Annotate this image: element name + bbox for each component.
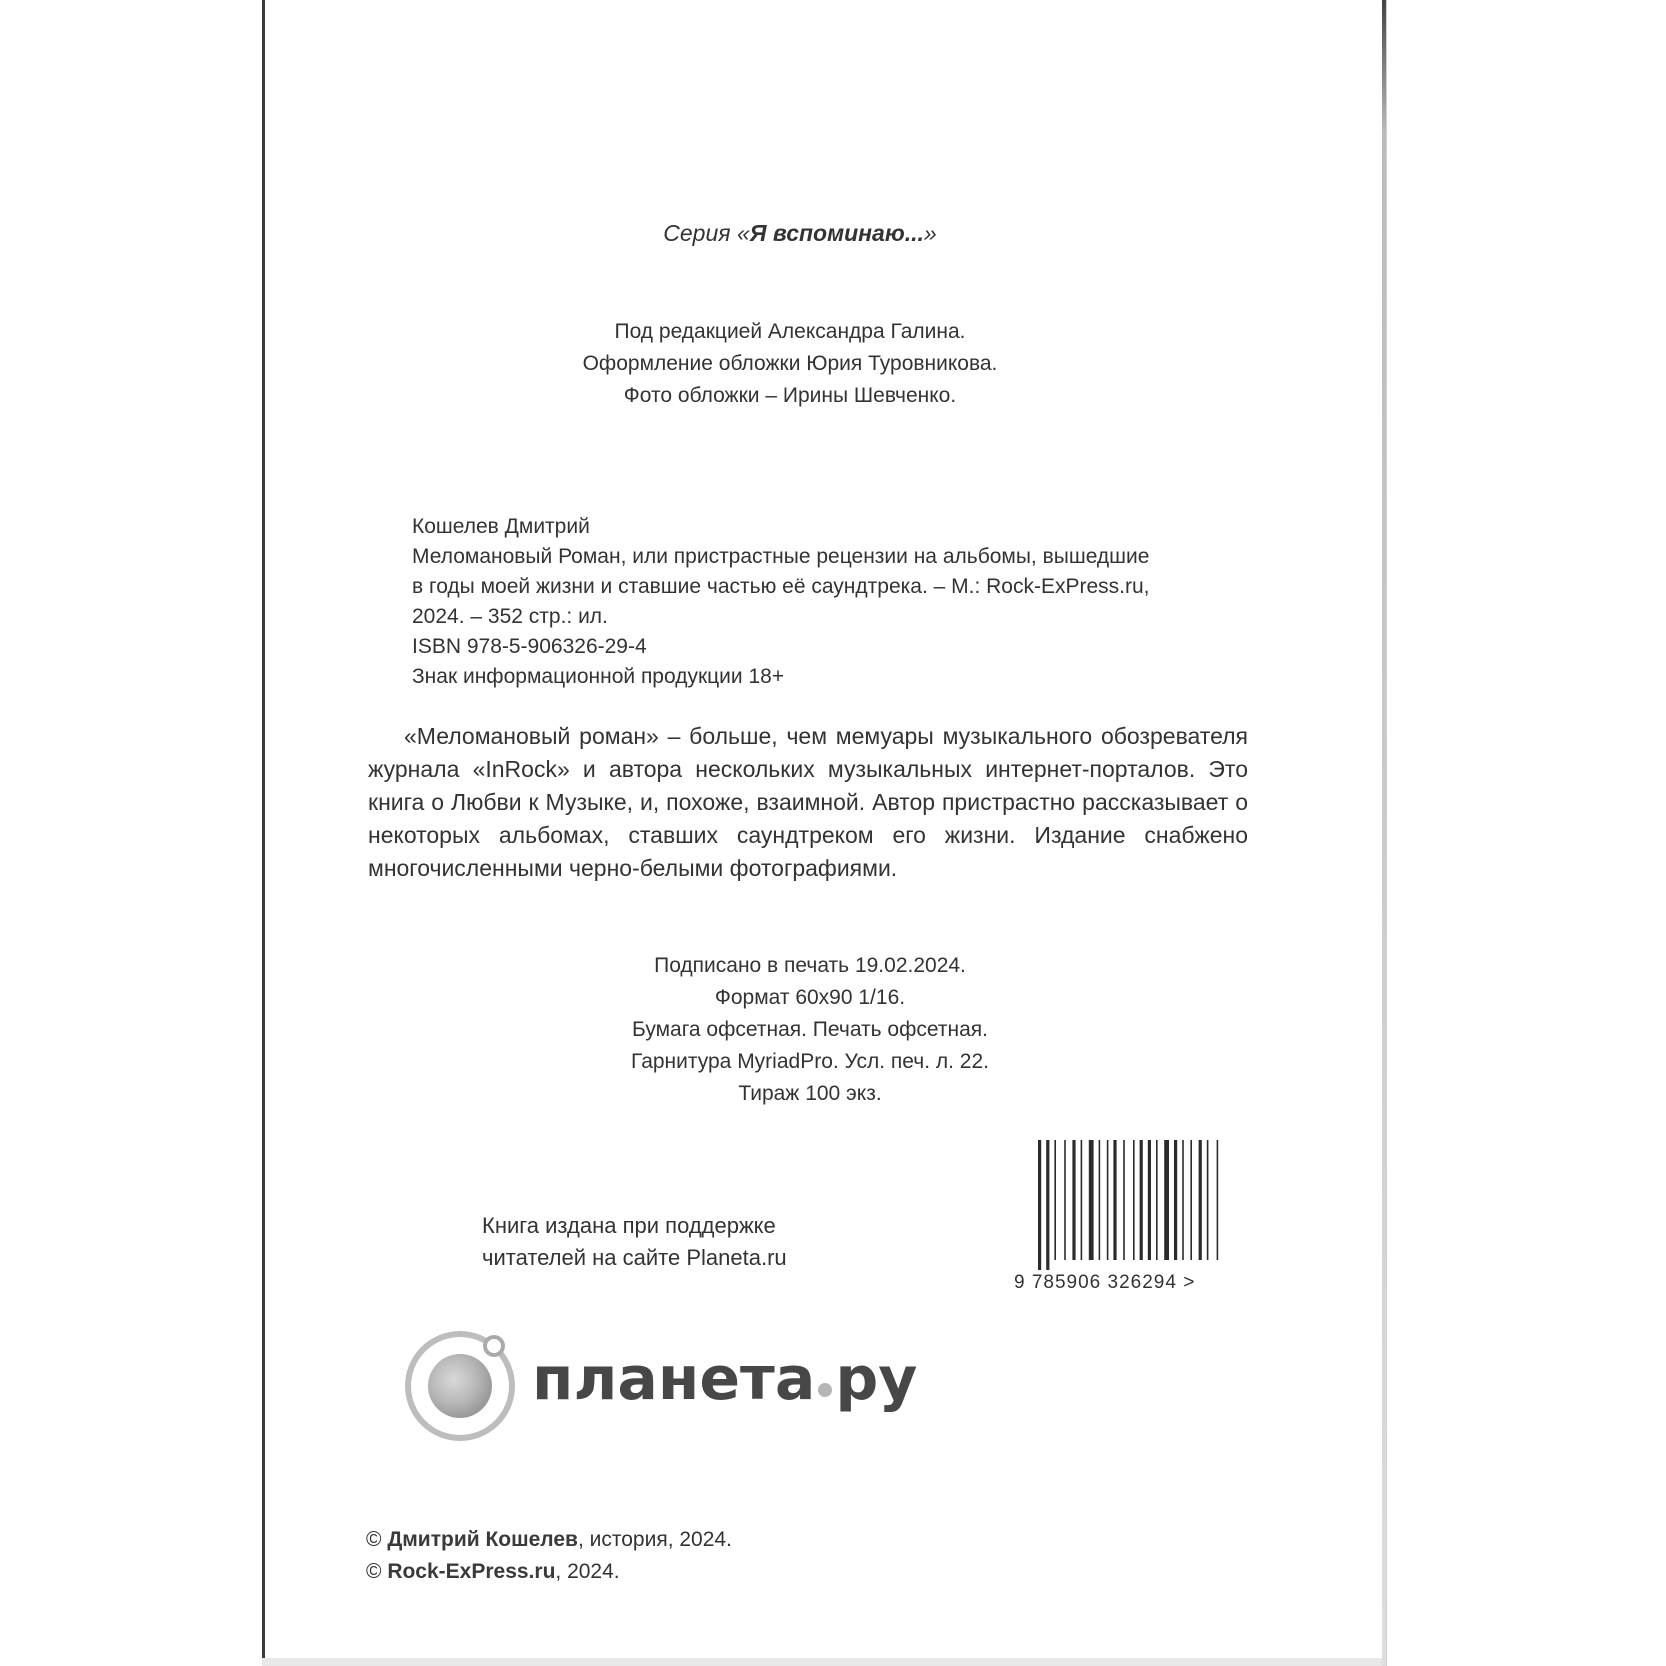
barcode-digits: 9 785906 326294 > [1014,1272,1196,1293]
series-title [560,220,1040,247]
barcode-bar [1190,1140,1192,1260]
barcode-bar [1072,1140,1075,1260]
copyright-rest: , 2024. [555,1560,620,1583]
barcode-bar [1107,1140,1109,1260]
planet-icon [402,1324,524,1446]
support-line: читателей на сайте Planeta.ru [482,1245,787,1270]
barcode-bar [1038,1140,1041,1270]
barcode-bar [1140,1140,1143,1260]
barcode-bar [1164,1140,1169,1260]
barcode [1036,1140,1224,1270]
copyright-holder: Дмитрий Кошелев [387,1528,578,1551]
support-note [482,1210,902,1274]
imprint-line: Формат 60х90 1/16. [714,986,906,1009]
imprint-line: Тираж 100 экз. [738,1082,882,1105]
barcode-bar [1081,1140,1083,1260]
biblio-author: Кошелев Дмитрий [412,515,590,538]
biblio-isbn: ISBN 978-5-906326-29-4 [412,635,647,658]
barcode-bar [1133,1140,1135,1260]
series-prefix: Серия « [663,220,750,246]
copyright-symbol: © [366,1560,388,1583]
credit-editor: Под редакцией Александра Галина. [614,320,966,343]
series-name: Я вспоминаю... [749,220,924,246]
barcode-bar [1113,1140,1116,1260]
support-line: Книга издана при поддержке [482,1213,776,1238]
barcode-bar [1054,1140,1056,1260]
copyright-holder: Rock-ExPress.ru [387,1560,556,1583]
scan-bottom-edge [262,1658,1382,1666]
imprint-line: Гарнитура MyriadPro. Усл. печ. л. 22. [631,1050,989,1073]
barcode-bar [1207,1140,1209,1260]
series-suffix: » [923,220,937,246]
copyright-rest: , история, 2024. [577,1528,732,1551]
credit-cover-photo: Фото обложки – Ирины Шевченко. [623,384,957,407]
planeta-wordmark [532,1344,917,1414]
scan-right-edge [1382,0,1386,1666]
wordmark-right: ру [835,1344,918,1414]
barcode-bar [1217,1140,1219,1260]
barcode-bar [1156,1140,1158,1260]
barcode-bar [1148,1140,1151,1260]
annotation-paragraph: «Меломановый роман» – больше, чем мемуары музыкального обозревателя журнала «InRock» и автора нескольких музыкальных интернет-порталов. Это книга о Любви к Музыке, и, похоже, взаимной. Автор пристрастно рассказывает о некоторых альбомах, ставших саундтреком его жизни. Издание снабжено многочисленными черно-белыми фотографиями. [368,723,1248,881]
biblio-line: Меломановый Роман, или пристрастные рецензии на альбомы, вышедшие [412,545,1150,568]
copyright-block [366,1524,1066,1588]
barcode-bar [1123,1140,1125,1260]
barcode-bar [1199,1140,1202,1260]
barcode-bar [1182,1140,1184,1260]
credit-cover-design: Оформление обложки Юрия Туровникова. [582,352,998,375]
biblio-age-mark: Знак информационной продукции 18+ [412,665,785,688]
credits [540,316,1040,412]
imprint-line: Подписано в печать 19.02.2024. [654,954,966,977]
barcode-bar [1099,1140,1101,1260]
copyright-line [366,1556,1066,1588]
barcode-bar [1089,1140,1094,1260]
biblio-line: 2024. – 352 стр.: ил. [412,605,608,628]
barcode-bar [1046,1140,1049,1270]
biblio-line: в годы моей жизни и ставшие частью её саундтрека. – М.: Rock-ExPress.ru, [412,575,1150,598]
copyright-line [366,1524,1066,1556]
imprint-line: Бумага офсетная. Печать офсетная. [632,1018,988,1041]
planeta-logo [402,1324,922,1446]
barcode-bar [1064,1140,1066,1260]
wordmark-left: планета [532,1344,816,1414]
wordmark-dot [818,1383,832,1397]
copyright-symbol: © [366,1528,388,1551]
imprint [560,950,1060,1110]
bibliographic-record [412,512,1232,692]
barcode-bar [1174,1140,1177,1260]
